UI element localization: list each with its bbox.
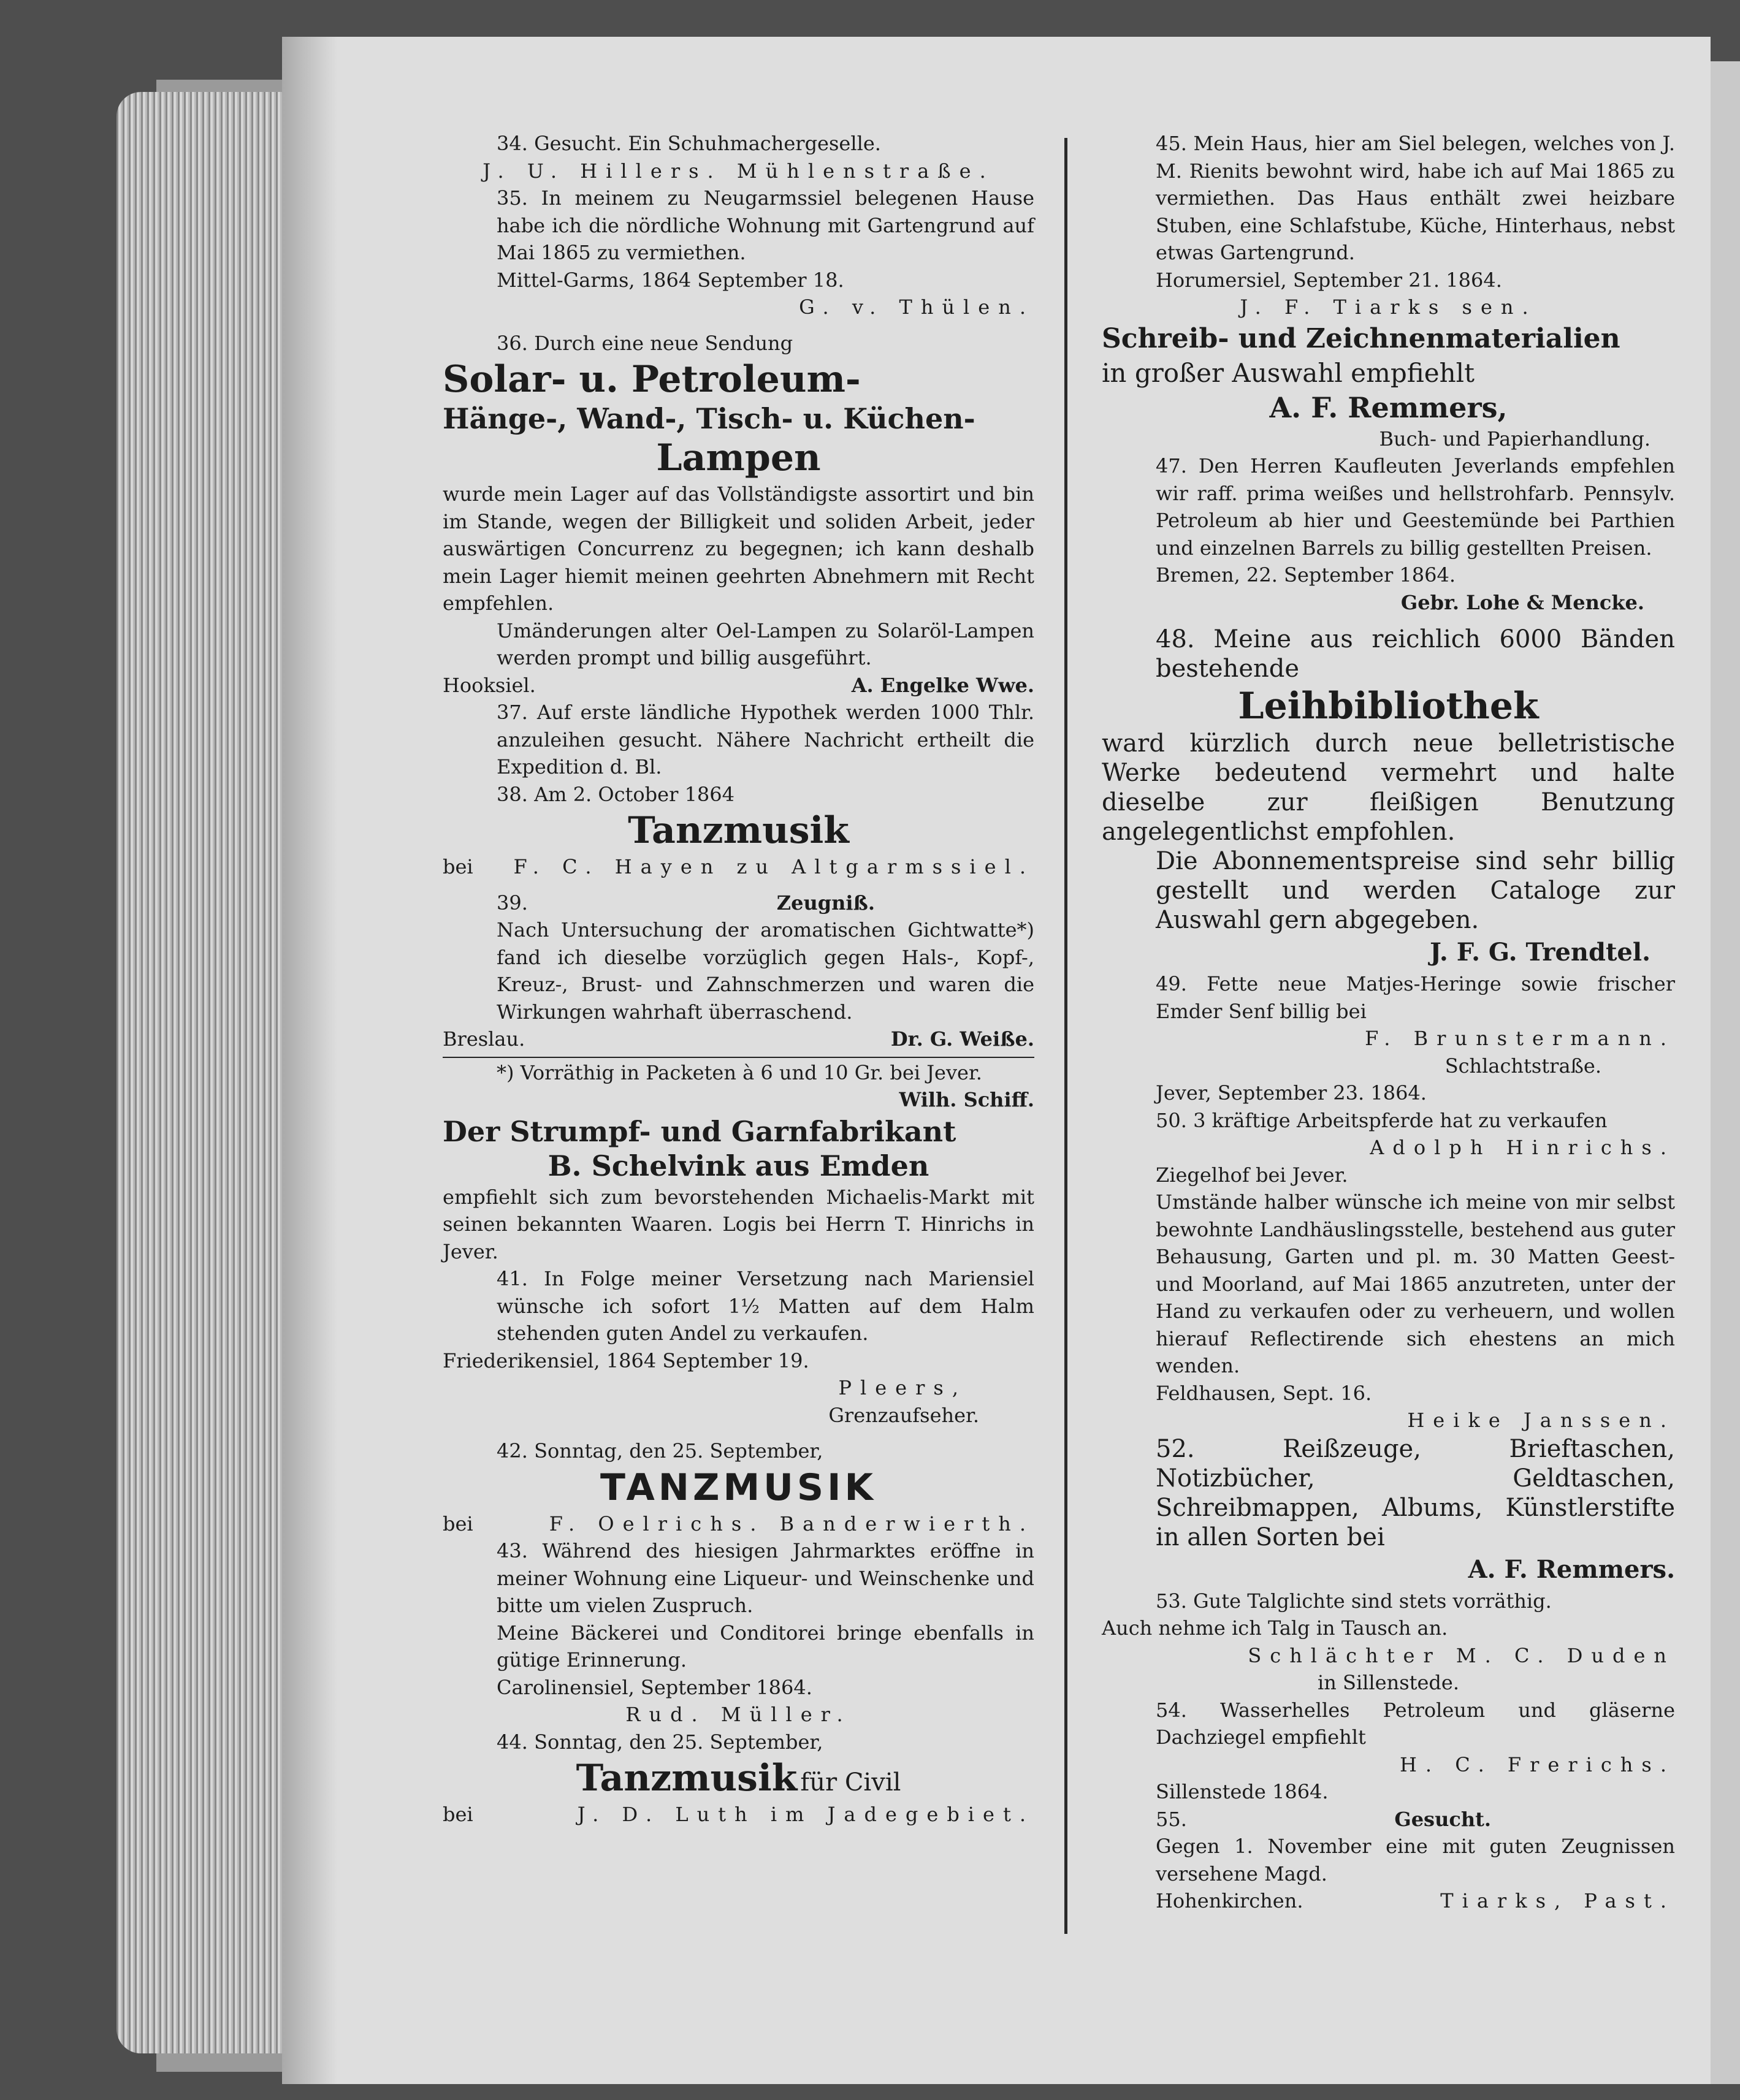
ad-55-place: Hohenkirchen.: [1156, 1889, 1303, 1912]
ad-53-text-2: Auch nehme ich Talg in Tausch an.: [1102, 1616, 1448, 1640]
ad-47: [1102, 452, 1675, 616]
ad-38-bei: bei: [443, 855, 473, 878]
ad-49-place: Jever, September 23. 1864.: [1156, 1081, 1427, 1105]
column-divider: [1064, 138, 1067, 1934]
ad-36-text-2: Umänderungen alter Oel-Lampen zu Solaröl-Lampen werden prompt und billig ausgeführt.: [497, 618, 1034, 669]
ad-51-place: Feldhausen, Sept. 16.: [1156, 1381, 1372, 1405]
ad-47-text: 47. Den Herren Kaufleuten Jeverlands empfehlen wir raff. prima weißes und hellstrohfarb. Pennsylv. Petroleum ab hier und Geestemünde bei Parthien und einzelnen Barrels zu billig gestellten Preisen.: [1156, 454, 1675, 560]
ad-42-signature: F. Oelrichs. Banderwierth.: [549, 1512, 1034, 1535]
ad-52: [1102, 1434, 1675, 1586]
ad-52-text: 52. Reißzeuge, Brieftaschen, Notizbücher, Geldtaschen, Schreibmappen, Albums, Künstlerstifte in allen Sorten bei: [1156, 1434, 1675, 1551]
ad-44: [443, 1729, 1034, 1828]
ad-43-text-2: Meine Bäckerei und Conditorei bringe ebenfalls in gütige Erinnerung.: [497, 1621, 1034, 1672]
ad-38-signature: F. C. Hayen zu Altgarmssiel.: [513, 855, 1034, 878]
ad-41-text: 41. In Folge meiner Versetzung nach Mariensiel wünsche ich sofort 1½ Matten auf dem Halm stehenden guten Andel zu verkaufen.: [497, 1267, 1034, 1345]
ad-40: [443, 1115, 1034, 1266]
ad-37-text: 37. Auf erste ländliche Hypothek werden 1000 Thlr. anzuleihen gesucht. Nähere Nachricht ertheilt die Expedition d. Bl.: [497, 701, 1034, 778]
ad-49-signature: F. Brunstermann.: [1365, 1027, 1675, 1050]
ad-40-text: empfiehlt sich zum bevorstehenden Michaelis-Markt mit seinen bekannten Waaren. Logis bei Herrn T. Hinrichs in Jever.: [443, 1185, 1034, 1263]
ad-50-text: 50. 3 kräftige Arbeitspferde hat zu verkaufen: [1156, 1108, 1608, 1132]
ad-49-signature-2: Schlachtstraße.: [1444, 1054, 1601, 1078]
ad-36: [443, 330, 1034, 699]
ad-50-signature: Adolph Hinrichs.: [1370, 1136, 1675, 1159]
ad-52-signature: A. F. Remmers.: [1468, 1554, 1675, 1584]
ad-41-signature-title: Grenzaufseher.: [828, 1403, 979, 1427]
ad-42-heading: TANZMUSIK: [600, 1466, 877, 1509]
ad-38-intro: 38. Am 2. October 1864: [497, 782, 735, 806]
ad-49-text: 49. Fette neue Matjes-Heringe sowie frischer Emder Senf billig bei: [1156, 972, 1675, 1023]
footnote-rule: [443, 1057, 1034, 1058]
ad-48-heading: Leihbibliothek: [1238, 685, 1539, 728]
ad-39-title: Zeugniß.: [776, 891, 875, 915]
ad-51: [1102, 1189, 1675, 1434]
ad-53-signature: Schlächter M. C. Duden: [1248, 1643, 1675, 1667]
ad-34-signature: J. U. Hillers. Mühlenstraße.: [483, 159, 994, 183]
ad-50-place: Ziegelhof bei Jever.: [1156, 1163, 1348, 1187]
ad-34: [443, 130, 1034, 185]
ad-36-signature: A. Engelke Wwe.: [851, 673, 1034, 697]
ad-44-heading: Tanzmusik: [576, 1757, 798, 1800]
ad-36-intro: 36. Durch eine neue Sendung: [497, 331, 793, 355]
ad-42-intro: 42. Sonntag, den 25. September,: [497, 1439, 823, 1463]
ad-43-text: 43. Während des hiesigen Jahrmarktes eröffne in meiner Wohnung eine Liqueur- und Weinschenke und bitte um vielen Zuspruch.: [497, 1539, 1034, 1617]
ad-36-text: wurde mein Lager auf das Vollständigste assortirt und bin im Stande, wegen der Billigkeit und soliden Arbeit, jeder auswärtigen Concurrenz zu begegnen; ich kann deshalb mein Lager hiemit meinen geehrten Abnehmern mit Recht empfehlen.: [443, 482, 1034, 615]
ad-45-signature: J. F. Tiarks sen.: [1240, 295, 1537, 319]
ad-41: [443, 1265, 1034, 1429]
ad-48-text: ward kürzlich durch neue belletristische Werke bedeutend vermehrt und halte dieselbe zur fleißigen Benutzung angelegentlichst empfohlen.: [1102, 729, 1675, 846]
ad-36-heading-2: Hänge-, Wand-, Tisch- u. Küchen-: [443, 402, 975, 435]
ad-38-heading: Tanzmusik: [628, 809, 849, 852]
ad-45: [1102, 130, 1675, 321]
right-column: [1102, 130, 1675, 1915]
ad-39-signature: Dr. G. Weiße.: [890, 1027, 1034, 1051]
ad-44-intro: 44. Sonntag, den 25. September,: [497, 1730, 823, 1754]
ad-36-place: Hooksiel.: [443, 673, 536, 697]
ad-48-intro: 48. Meine aus reichlich 6000 Bänden bestehende: [1156, 625, 1675, 683]
ad-35-signature: G. v. Thülen.: [799, 295, 1034, 319]
ad-35: [443, 185, 1034, 321]
ad-39: [443, 889, 1034, 1114]
ad-39-text: Nach Untersuchung der aromatischen Gichtwatte*) fand ich dieselbe vorzüglich gegen Hals-, Kopf-, Kreuz-, Brust- und Zahnschmerzen und waren die Wirkungen wahrhaft überraschend.: [497, 918, 1034, 1024]
ad-55-text: Gegen 1. November eine mit guten Zeugnissen versehene Magd.: [1156, 1835, 1675, 1885]
ad-34-line: 34. Gesucht. Ein Schuhmachergeselle.: [497, 132, 881, 155]
ad-55-title: Gesucht.: [1394, 1807, 1491, 1831]
ad-53: [1102, 1588, 1675, 1697]
ad-35-text: 35. In meinem zu Neugarmssiel belegenen Hause habe ich die nördliche Wohnung mit Gartengrund auf Mai 1865 zu vermiethen.: [497, 186, 1034, 264]
ad-46-signature-2: Buch- und Papierhandlung.: [1379, 427, 1650, 451]
ad-51-text: Umstände halber wünsche ich meine von mir selbst bewohnte Landhäuslingsstelle, bestehend aus guter Behausung, Garten und pl. m. 30 Matten Geest- und Moorland, auf Mai 1865 anzutreten, unter der Hand zu verkaufen oder zu verheuern, und wollen hierauf Reflectirende sich ehestens an mich wenden.: [1156, 1190, 1675, 1377]
ad-51-signature: Heike Janssen.: [1407, 1409, 1675, 1432]
ad-45-text: 45. Mein Haus, hier am Siel belegen, welches von J. M. Rienits bewohnt wird, habe ich auf Mai 1865 zu vermiethen. Das Haus enthält zwei heizbare Stuben, eine Schlafstube, Küche, Hinterhaus, nebst etwas Gartengrund.: [1156, 132, 1675, 264]
ad-49: [1102, 970, 1675, 1107]
ad-46-heading-1: Schreib- und Zeichnenmaterialien: [1102, 322, 1620, 354]
ad-38: [443, 781, 1034, 881]
ad-39-number: 39.: [497, 891, 528, 915]
ad-54-signature: H. C. Frerichs.: [1399, 1752, 1675, 1776]
ad-48-signature: J. F. G. Trendtel.: [1430, 938, 1650, 967]
book-page-edges: [116, 92, 300, 2053]
ad-43-place: Carolinensiel, September 1864.: [497, 1675, 812, 1699]
ad-47-place: Bremen, 22. September 1864.: [1156, 563, 1456, 587]
ad-54: [1102, 1697, 1675, 1806]
ad-37: [443, 699, 1034, 781]
ad-54-place: Sillenstede 1864.: [1156, 1780, 1329, 1803]
ad-54-text: 54. Wasserhelles Petroleum und gläserne Dachziegel empfiehlt: [1156, 1698, 1675, 1749]
ad-40-heading-1: Der Strumpf- und Garnfabrikant: [443, 1114, 956, 1148]
ad-39-place: Breslau.: [443, 1027, 525, 1051]
ad-35-place: Mittel-Garms, 1864 September 18.: [497, 268, 844, 292]
ad-44-heading-small: für Civil: [800, 1768, 901, 1797]
ad-36-heading-1: Solar- u. Petroleum-: [443, 358, 861, 401]
ad-50: [1102, 1107, 1675, 1189]
ad-45-place: Horumersiel, September 21. 1864.: [1156, 268, 1502, 292]
ad-46-heading-2: in großer Auswahl empfiehlt: [1102, 357, 1475, 388]
ad-46: [1102, 322, 1675, 453]
ad-55: [1102, 1806, 1675, 1915]
ad-36-heading-3: Lampen: [656, 436, 821, 479]
ad-43-signature: Rud. Müller.: [625, 1703, 852, 1726]
ad-55-signature: Tiarks, Past.: [1440, 1889, 1675, 1912]
ad-39-footnote-signature: Wilh. Schiff.: [899, 1088, 1034, 1111]
ad-55-number: 55.: [1156, 1807, 1187, 1831]
ad-39-footnote: *) Vorräthig in Packeten à 6 und 10 Gr. bei Jever.: [497, 1060, 982, 1084]
ad-44-bei: bei: [443, 1803, 473, 1826]
ad-41-place: Friederikensiel, 1864 September 19.: [443, 1349, 809, 1372]
page-gutter: [282, 37, 337, 2084]
left-column: [443, 130, 1034, 1828]
ad-43: [443, 1537, 1034, 1729]
ad-47-signature: Gebr. Lohe & Mencke.: [1400, 590, 1644, 614]
ad-48: [1102, 625, 1675, 969]
ad-46-signature: A. F. Remmers,: [1269, 390, 1508, 424]
ad-53-text: 53. Gute Talglichte sind stets vorräthig.: [1156, 1589, 1552, 1613]
ad-41-signature: Pleers,: [838, 1376, 967, 1399]
adjacent-page-edge: [1711, 61, 1740, 2084]
ad-42: [443, 1437, 1034, 1537]
ad-48-text-2: Die Abonnementspreise sind sehr billig gestellt und werden Cataloge zur Auswahl gern abgegeben.: [1156, 847, 1675, 934]
ad-42-bei: bei: [443, 1512, 473, 1535]
ad-53-signature-2: in Sillenstede.: [1318, 1671, 1459, 1694]
ad-40-heading-2: B. Schelvink aus Emden: [548, 1149, 929, 1182]
ad-44-signature: J. D. Luth im Jadegebiet.: [577, 1803, 1034, 1826]
